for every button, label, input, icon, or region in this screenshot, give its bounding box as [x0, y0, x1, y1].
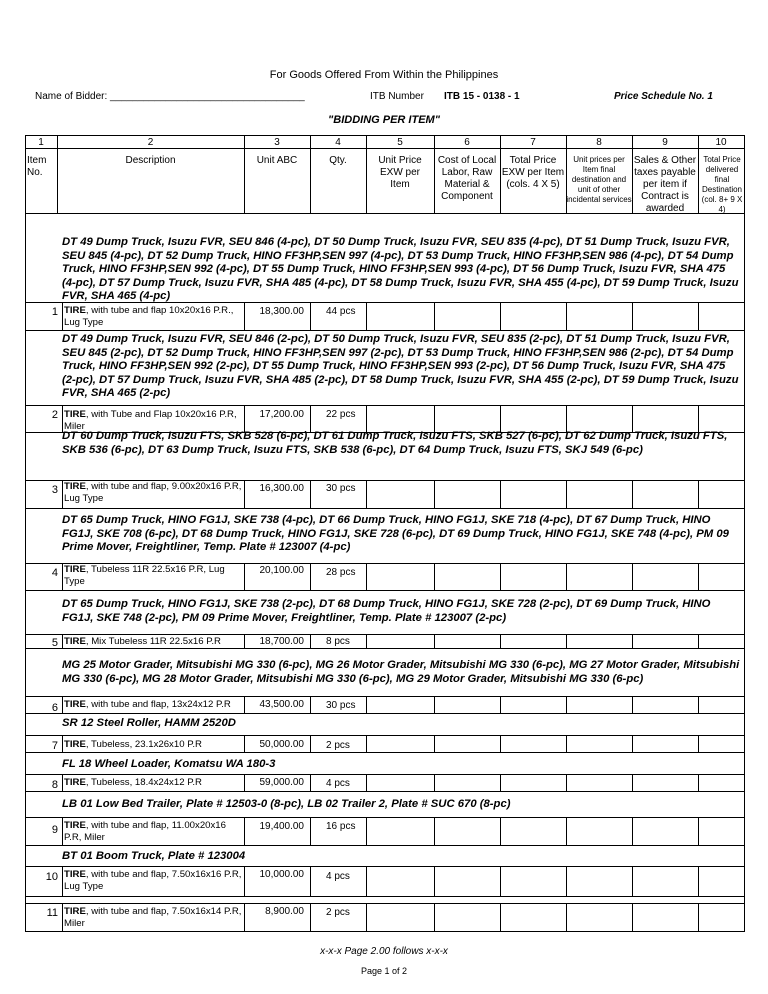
- row-col-line: [566, 817, 567, 845]
- group-heading-6: MG 25 Motor Grader, Mitsubishi MG 330 (6-pc), MG 26 Motor Grader, Mitsubishi MG 330 (6-pc), MG 27 Motor Grader, Mitsubishi MG 330 (6-pc), MG 28 Motor Grader, Mitsubishi MG 330 (6-pc), MG 29 Motor Grader, Mitsubishi MG 330 (6-pc): [62, 659, 740, 685]
- item-qty-8: 4 pcs: [326, 778, 350, 789]
- group-heading-10: BT 01 Boom Truck, Plate # 123004: [62, 850, 246, 862]
- col-header-unit-final: Unit prices per Item final destination and unit of other incidental services: [566, 155, 632, 204]
- row-num-line: [62, 405, 63, 432]
- row-col-line: [698, 903, 699, 931]
- item-no-6: 6: [51, 702, 58, 714]
- item-desc-6: TIRE, with tube and flap, 13x24x12 P.R: [64, 699, 231, 710]
- group-heading-5: DT 65 Dump Truck, HINO FG1J, SKE 738 (2-pc), DT 68 Dump Truck, HINO FG1J, SKE 728 (2-pc), DT 69 Dump Truck, HINO FG1J, SKE 748 (2-pc), PM 09 Prime Mover, Freightliner, Temp. Plate # 123007 (2-pc): [62, 598, 711, 624]
- row-col-line: [566, 866, 567, 896]
- row-col-line: [566, 634, 567, 648]
- col-header-item-no: Item No.: [27, 155, 47, 178]
- row-col-line: [310, 866, 311, 896]
- item-no-11: 11: [46, 907, 58, 919]
- row-top-rule: [25, 405, 744, 406]
- row-col-line: [366, 735, 367, 752]
- row-col-line: [366, 774, 367, 791]
- item-abc-1: 18,300.00: [259, 306, 304, 317]
- row-bottom-rule: [25, 590, 744, 591]
- row-col-line: [310, 903, 311, 931]
- col-header-description: Description: [125, 155, 176, 166]
- price-schedule: Price Schedule No. 1: [614, 91, 713, 102]
- item-no-7: 7: [51, 740, 58, 752]
- row-col-line: [366, 405, 367, 432]
- row-col-line: [310, 405, 311, 432]
- row-col-line: [698, 696, 699, 713]
- row-col-line: [698, 735, 699, 752]
- row-col-line: [566, 735, 567, 752]
- group-heading-2: DT 49 Dump Truck, Isuzu FVR, SEU 846 (2-pc), DT 50 Dump Truck, Isuzu FVR, SEU 835 (2-pc), DT 51 Dump Truck, Isuzu FVR, SEU 845 (2-pc), DT 52 Dump Truck, HINO FF3HP,SEN 997 (2-pc), DT 53 Dump Truck, HINO FF3HP,SEN 986 (2-pc), DT 54 Dump Truck, HINO FF3HP,SEN 992 (2-pc), DT 55 Dump Truck, HINO FF3HP,SEN 993 (2-pc), DT 56 Dump Truck, Isuzu FVR, SHA 475 (2-pc), DT 57 Dump Truck, Isuzu FVR, SHA 485 (2-pc), DT 58 Dump Truck, Isuzu FVR, SHA 455 (2-pc), DT 59 Dump Truck, Isuzu FVR, SHA 465 (2-pc): [62, 333, 739, 399]
- row-col-line: [632, 696, 633, 713]
- col-header-local-cost: Cost of Local Labor, Raw Material & Component: [437, 155, 497, 202]
- item-qty-4: 28 pcs: [326, 567, 356, 578]
- row-col-line: [366, 817, 367, 845]
- group-heading-7: SR 12 Steel Roller, HAMM 2520D: [62, 717, 236, 729]
- item-abc-4: 20,100.00: [259, 565, 304, 576]
- col-num-10: 10: [715, 137, 727, 148]
- row-col-line: [434, 866, 435, 896]
- item-qty-2: 22 pcs: [326, 409, 356, 420]
- row-top-rule: [25, 774, 744, 775]
- row-num-line: [62, 903, 63, 931]
- item-no-8: 8: [51, 779, 58, 791]
- row-col-line: [566, 563, 567, 590]
- col-num-9: 9: [662, 137, 668, 148]
- col-header-total-exw: Total Price EXW per Item (cols. 4 X 5): [501, 155, 565, 190]
- row-top-rule: [25, 866, 744, 867]
- row-col-line: [566, 903, 567, 931]
- item-abc-2: 17,200.00: [259, 409, 304, 420]
- row-col-line: [366, 696, 367, 713]
- page-number: Page 1 of 2: [360, 966, 408, 976]
- item-abc-3: 16,300.00: [259, 483, 304, 494]
- col-header-total-delivered: Total Price delivered final Destination (col. 8+ 9 X 4): [701, 155, 743, 214]
- row-col-line: [366, 634, 367, 648]
- item-qty-6: 30 pcs: [326, 700, 356, 711]
- row-col-line: [366, 903, 367, 931]
- col-num-1: 1: [38, 137, 44, 148]
- row-bottom-rule: [25, 931, 744, 932]
- row-col-line: [434, 302, 435, 330]
- row-col-line: [698, 480, 699, 508]
- row-col-line: [500, 634, 501, 648]
- row-col-line: [698, 774, 699, 791]
- item-qty-1: 44 pcs: [326, 306, 356, 317]
- item-desc-8: TIRE, Tubeless, 18.4x24x12 P.R: [64, 777, 202, 788]
- item-no-3: 3: [51, 484, 58, 496]
- table-right-border: [744, 135, 745, 932]
- row-col-line: [698, 302, 699, 330]
- item-qty-5: 8 pcs: [326, 636, 350, 647]
- item-abc-9: 19,400.00: [259, 821, 304, 832]
- row-col-line: [698, 563, 699, 590]
- row-col-line: [366, 480, 367, 508]
- row-col-line: [632, 735, 633, 752]
- row-col-line: [632, 817, 633, 845]
- item-qty-3: 30 pcs: [326, 483, 356, 494]
- row-col-line: [310, 302, 311, 330]
- group-heading-4: DT 65 Dump Truck, HINO FG1J, SKE 738 (4-pc), DT 66 Dump Truck, HINO FG1J, SKE 718 (4-pc), DT 67 Dump Truck, HINO FG1J, SKE 708 (6-pc), DT 68 Dump Truck, HINO FG1J, SKE 728 (6-pc), DT 69 Dump Truck, HINO FG1J, SKE 748 (4-pc), PM 09 Prime Mover, Freightliner, Temp. Plate # 123007 (4-pc): [62, 514, 729, 553]
- row-col-line: [566, 302, 567, 330]
- row-bottom-rule: [25, 752, 744, 753]
- row-bottom-rule: [25, 845, 744, 846]
- item-qty-10: 4 pcs: [326, 871, 350, 882]
- item-desc-5: TIRE, Mix Tubeless 11R 22.5x16 P.R: [64, 636, 221, 647]
- row-col-line: [434, 563, 435, 590]
- row-col-line: [632, 866, 633, 896]
- item-abc-7: 50,000.00: [259, 739, 304, 750]
- item-qty-11: 2 pcs: [326, 907, 350, 918]
- row-col-line: [698, 866, 699, 896]
- row-col-line: [698, 405, 699, 432]
- table-top-border: [25, 135, 744, 136]
- row-col-line: [434, 634, 435, 648]
- item-desc-9: TIRE, with tube and flap, 11.00x20x16 P.R, Miler: [64, 820, 226, 843]
- item-desc-10: TIRE, with tube and flap, 7.50x16x16 P.R, Lug Type: [64, 869, 242, 892]
- row-col-line: [566, 405, 567, 432]
- item-qty-7: 2 pcs: [326, 740, 350, 751]
- item-desc-2: TIRE, with Tube and Flap 10x20x16 P.R, Miler: [64, 409, 237, 432]
- col-num-7: 7: [530, 137, 536, 148]
- row-col-line: [698, 634, 699, 648]
- row-col-line: [310, 563, 311, 590]
- row-col-line: [500, 866, 501, 896]
- row-num-line: [62, 866, 63, 896]
- row-num-line: [62, 563, 63, 590]
- page-follows-note: x-x-x Page 2.00 follows x-x-x: [320, 946, 448, 957]
- col-header-unit-abc: Unit ABC: [256, 155, 298, 166]
- item-desc-11: TIRE, with tube and flap, 7.50x16x14 P.R, Miler: [64, 906, 242, 929]
- row-col-line: [434, 774, 435, 791]
- col-header-taxes: Sales & Other taxes payable per item if Contract is awarded: [633, 155, 697, 214]
- col-header-qty: Qty.: [329, 155, 347, 166]
- row-top-rule: [25, 817, 744, 818]
- col-num-4: 4: [335, 137, 341, 148]
- row-col-line: [310, 480, 311, 508]
- row-col-line: [310, 735, 311, 752]
- row-col-line: [632, 903, 633, 931]
- item-abc-6: 43,500.00: [259, 699, 304, 710]
- group-heading-9: LB 01 Low Bed Trailer, Plate # 12503-0 (8-pc), LB 02 Trailer 2, Plate # SUC 670 (8-pc): [62, 798, 511, 810]
- row-bottom-rule: [25, 791, 744, 792]
- row-col-line: [434, 735, 435, 752]
- item-desc-4: TIRE, Tubeless 11R 22.5x16 P.R, Lug Type: [64, 564, 225, 587]
- row-col-line: [310, 696, 311, 713]
- row-col-line: [632, 774, 633, 791]
- row-top-rule: [25, 696, 744, 697]
- item-no-10: 10: [45, 871, 58, 883]
- item-abc-10: 10,000.00: [259, 869, 304, 880]
- row-col-line: [434, 405, 435, 432]
- row-col-line: [698, 817, 699, 845]
- row-num-line: [62, 817, 63, 845]
- row-col-line: [632, 405, 633, 432]
- row-top-rule: [25, 903, 744, 904]
- group-heading-8: FL 18 Wheel Loader, Komatsu WA 180-3: [62, 758, 276, 770]
- item-abc-5: 18,700.00: [259, 636, 304, 647]
- row-col-line: [500, 696, 501, 713]
- item-no-5: 5: [51, 637, 58, 649]
- row-col-line: [632, 480, 633, 508]
- itb-number: ITB 15 - 0138 - 1: [444, 91, 520, 102]
- row-col-line: [310, 634, 311, 648]
- row-col-line: [566, 774, 567, 791]
- row-col-line: [310, 774, 311, 791]
- row-top-rule: [25, 735, 744, 736]
- table-left-border: [25, 135, 26, 932]
- itb-label: ITB Number: [370, 91, 424, 102]
- row-col-line: [632, 634, 633, 648]
- row-col-line: [500, 405, 501, 432]
- row-col-line: [632, 302, 633, 330]
- row-num-line: [62, 774, 63, 791]
- group-heading-3: DT 60 Dump Truck, Isuzu FTS, SKB 528 (6-pc), DT 61 Dump Truck, Isuzu FTS, SKB 527 (6-pc), DT 62 Dump Truck, Isuzu FTS, SKB 536 (6-pc), DT 63 Dump Truck, Isuzu FTS, SKB 538 (6-pc), DT 64 Dump Truck, Isuzu FTS, SKJ 549 (6-pc): [62, 430, 728, 456]
- row-col-line: [434, 696, 435, 713]
- row-col-line: [434, 903, 435, 931]
- item-no-1: 1: [51, 306, 58, 318]
- item-desc-3: TIRE, with tube and flap, 9.00x20x16 P.R, Lug Type: [64, 481, 242, 504]
- item-desc-1: TIRE, with tube and flap 10x20x16 P.R., Lug Type: [64, 305, 234, 328]
- page-title: For Goods Offered From Within the Philippines: [269, 69, 499, 81]
- row-col-line: [366, 563, 367, 590]
- row-col-line: [500, 302, 501, 330]
- col-num-2: 2: [147, 137, 154, 148]
- row-col-line: [500, 735, 501, 752]
- row-bottom-rule: [25, 330, 744, 331]
- row-col-line: [500, 903, 501, 931]
- item-desc-7: TIRE, Tubeless, 23.1x26x10 P.R: [64, 739, 202, 750]
- row-col-line: [500, 774, 501, 791]
- row-col-line: [500, 480, 501, 508]
- item-qty-9: 16 pcs: [326, 821, 356, 832]
- row-bottom-rule: [25, 713, 744, 714]
- item-abc-11: 8,900.00: [265, 906, 304, 917]
- row-col-line: [434, 480, 435, 508]
- col-num-3: 3: [274, 137, 280, 148]
- row-col-line: [500, 563, 501, 590]
- col-num-6: 6: [464, 137, 470, 148]
- col-header-unit-price: Unit Price EXW per Item: [378, 155, 422, 190]
- row-bottom-rule: [25, 648, 744, 649]
- row-num-line: [62, 302, 63, 330]
- col-num-5: 5: [397, 137, 403, 148]
- group-heading-1: DT 49 Dump Truck, Isuzu FVR, SEU 846 (4-pc), DT 50 Dump Truck, Isuzu FVR, SEU 835 (4-pc), DT 51 Dump Truck, Isuzu FVR, SEU 845 (4-pc), DT 52 Dump Truck, HINO FF3HP,SEN 997 (4-pc), DT 53 Dump Truck, HINO FF3HP,SEN 986 (4-pc), DT 54 Dump Truck, HINO FF3HP,SEN 992 (4-pc), DT 55 Dump Truck, HINO FF3HP,SEN 993 (4-pc), DT 56 Dump Truck, Isuzu FVR, SHA 475 (4-pc), DT 57 Dump Truck, Isuzu FVR, SHA 485 (4-pc), DT 58 Dump Truck, Isuzu FVR, SHA 455 (4-pc), DT 59 Dump Truck, Isuzu FVR, SHA 465 (4-pc): [62, 236, 739, 302]
- col-num-8: 8: [596, 137, 602, 148]
- item-abc-8: 59,000.00: [259, 777, 304, 788]
- row-col-line: [434, 817, 435, 845]
- row-col-line: [366, 866, 367, 896]
- row-num-line: [62, 696, 63, 713]
- item-no-9: 9: [51, 824, 58, 836]
- row-col-line: [500, 817, 501, 845]
- row-num-line: [62, 480, 63, 508]
- row-col-line: [366, 302, 367, 330]
- row-num-line: [62, 735, 63, 752]
- row-col-line: [566, 696, 567, 713]
- row-bottom-rule: [25, 508, 744, 509]
- row-num-line: [62, 634, 63, 648]
- item-no-4: 4: [51, 567, 58, 579]
- row-col-line: [310, 817, 311, 845]
- bidding-type: "BIDDING PER ITEM": [328, 114, 440, 126]
- bidder-label: Name of Bidder: ___________________________________: [35, 91, 305, 102]
- row-col-line: [566, 480, 567, 508]
- row-col-line: [632, 563, 633, 590]
- row-bottom-rule: [25, 896, 744, 897]
- row-top-rule: [25, 634, 744, 635]
- item-no-2: 2: [51, 409, 58, 421]
